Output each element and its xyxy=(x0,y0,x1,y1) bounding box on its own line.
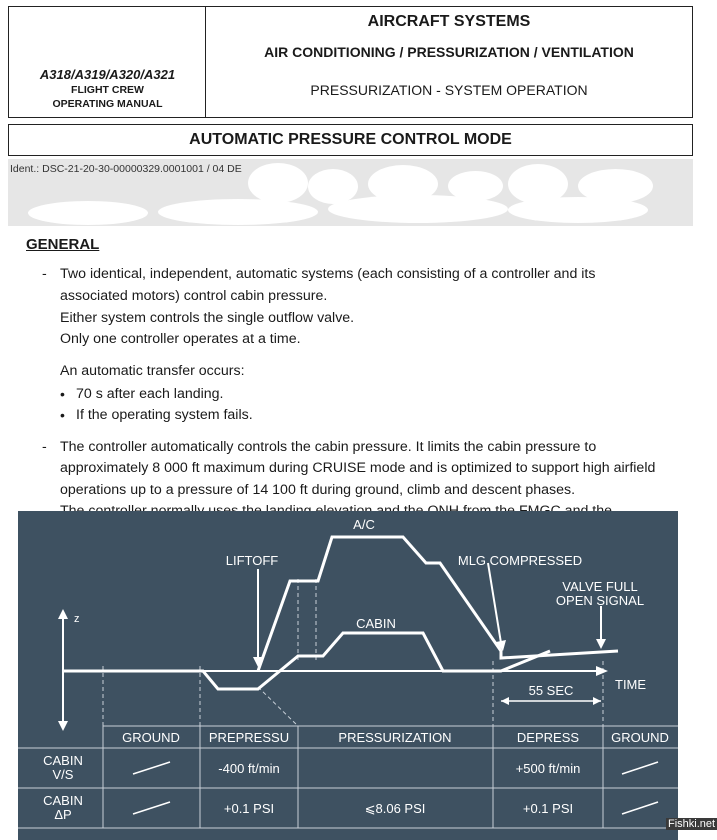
smudge xyxy=(508,197,648,223)
header-left-panel xyxy=(9,7,206,117)
fcom-label-line1: FLIGHT CREW xyxy=(71,84,144,96)
valve-label-line2: OPEN SIGNAL xyxy=(555,593,645,608)
text-line: Two identical, independent, automatic systems (each consisting of a controller and its xyxy=(60,266,596,282)
time-label: TIME xyxy=(615,677,647,692)
general-heading: GENERAL xyxy=(26,236,100,253)
valve-label-line1: VALVE FULL xyxy=(562,579,638,594)
phase-ground-2: GROUND xyxy=(611,730,669,745)
dash-marker: - xyxy=(42,266,47,282)
row-dp-label1: CABIN xyxy=(43,793,83,808)
text-line: An automatic transfer occurs: xyxy=(60,363,245,379)
dp-prepressu-value: +0.1 PSI xyxy=(223,801,275,816)
smudge xyxy=(248,163,308,203)
bullet-item: 70 s after each landing. xyxy=(76,386,224,402)
pressure-schedule-diagram xyxy=(18,511,678,840)
phase-pressurization: PRESSURIZATION xyxy=(338,730,452,745)
phase-prepressu: PREPRESSU xyxy=(208,730,290,745)
text-line: Only one controller operates at a time. xyxy=(60,331,301,347)
z-label: z xyxy=(74,613,80,625)
vs-prepressu-value: -400 ft/min xyxy=(218,761,280,776)
dp-pressurization-value: ⩽8.06 PSI xyxy=(364,801,426,816)
aircraft-model: A318/A319/A320/A321 xyxy=(39,67,176,82)
text-line: Either system controls the single outflow valve. xyxy=(60,310,355,326)
bullet-item: If the operating system fails. xyxy=(76,407,253,423)
watermark-credit: Fishki.net xyxy=(668,818,716,830)
page-header xyxy=(8,6,693,118)
liftoff-label: LIFTOFF xyxy=(225,553,279,568)
bullet-marker: • xyxy=(60,407,65,423)
text-line: operations up to a pressure of 14 100 ft during ground, climb and descent phases. xyxy=(60,482,576,498)
section-title: PRESSURIZATION - SYSTEM OPERATION xyxy=(310,82,588,98)
chapter-subtitle: AIR CONDITIONING / PRESSURIZATION / VENTILATION xyxy=(264,44,634,60)
mode-title: AUTOMATIC PRESSURE CONTROL MODE xyxy=(8,124,693,156)
chapter-title: AIRCRAFT SYSTEMS xyxy=(367,13,531,30)
row-vs-label1: CABIN xyxy=(43,753,83,768)
smudge xyxy=(328,195,508,223)
mlg-label: MLG COMPRESSED xyxy=(457,553,583,568)
vs-depress-value: +500 ft/min xyxy=(515,761,581,776)
smudge xyxy=(28,201,148,225)
dp-depress-value: +0.1 PSI xyxy=(522,801,574,816)
phase-depress: DEPRESS xyxy=(516,730,580,745)
text-line: associated motors) control cabin pressure. xyxy=(60,288,328,304)
row-vs-label2: V/S xyxy=(52,767,74,782)
fcom-label-line2: OPERATING MANUAL xyxy=(52,98,163,110)
text-line: approximately 8 000 ft maximum during CRUISE mode and is optimized to support high airfield xyxy=(60,460,656,476)
ac-label: A/C xyxy=(353,517,375,532)
ident-text: Ident.: DSC-21-20-30-00000329.0001001 / 04 DE xyxy=(10,163,242,175)
text-line: The controller automatically controls the cabin pressure. It limits the cabin pressure to xyxy=(60,439,597,455)
smudge xyxy=(158,199,318,225)
duration-label: 55 SEC xyxy=(528,683,574,698)
row-dp-label2: ΔP xyxy=(54,807,72,822)
bullet-marker: • xyxy=(60,386,65,402)
phase-ground-1: GROUND xyxy=(122,730,180,745)
cabin-label: CABIN xyxy=(356,616,396,631)
dash-marker: - xyxy=(42,439,47,455)
